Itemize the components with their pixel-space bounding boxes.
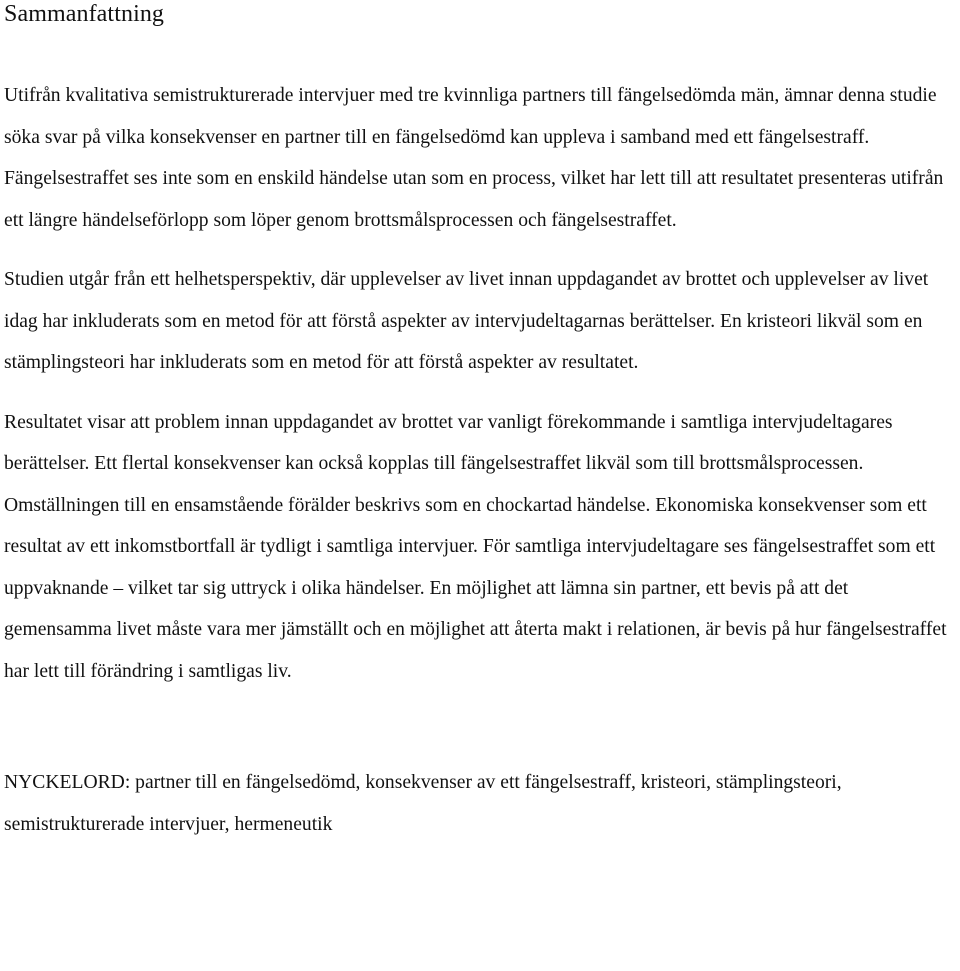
paragraph-results: Resultatet visar att problem innan uppdagandet av brottet var vanligt förekommande i samtliga intervjudeltagares berättelser. Ett flertal konsekvenser kan också kopplas till fängelsestraffet likväl som till brottsmålsprocessen. Omställningen till en ensamstående förälder beskrivs som en chockartad händelse. Ekonomiska konsekvenser som ett resultat av ett inkomstbortfall är tydligt i samtliga intervjuer. För samtliga intervjudeltagare ses fängelsestraffet som ett uppvaknande – vilket tar sig uttryck i olika händelser. En möjlighet att lämna sin partner, ett bevis på att det gemensamma livet måste vara mer jämställt och en möjlighet att återta makt i relationen, är bevis på hur fängelsestraffet har lett till förändring i samtligas liv.: [4, 411, 947, 682]
paragraph-intro: Utifrån kvalitativa semistrukturerade intervjuer med tre kvinnliga partners till fängelsedömda män, ämnar denna studie söka svar på vilka konsekvenser en partner till en fängelsedömd kan uppleva i samband med ett fängelsestraff. Fängelsestraffet ses inte som en enskild händelse utan som en process, vilket har lett till att resultatet presenteras utifrån ett längre händelseförlopp som löper genom brottsmålsprocessen och fängelsestraffet.: [4, 85, 944, 231]
page-title: Sammanfattning: [4, 1, 165, 27]
keywords: NYCKELORD: partner till en fängelsedömd, konsekvenser av ett fängelsestraff, kristeori, stämplingsteori, semistrukturerade intervjuer, hermeneutik: [4, 772, 842, 835]
paragraph-perspective: Studien utgår från ett helhetsperspektiv, där upplevelser av livet innan uppdagandet av brottet och upplevelser av livet idag har inkluderats som en metod för att förstå aspekter av intervjudeltagarnas berättelser. En kristeori likväl som en stämplingsteori har inkluderats som en metod för att förstå aspekter av resultatet.: [4, 269, 929, 373]
